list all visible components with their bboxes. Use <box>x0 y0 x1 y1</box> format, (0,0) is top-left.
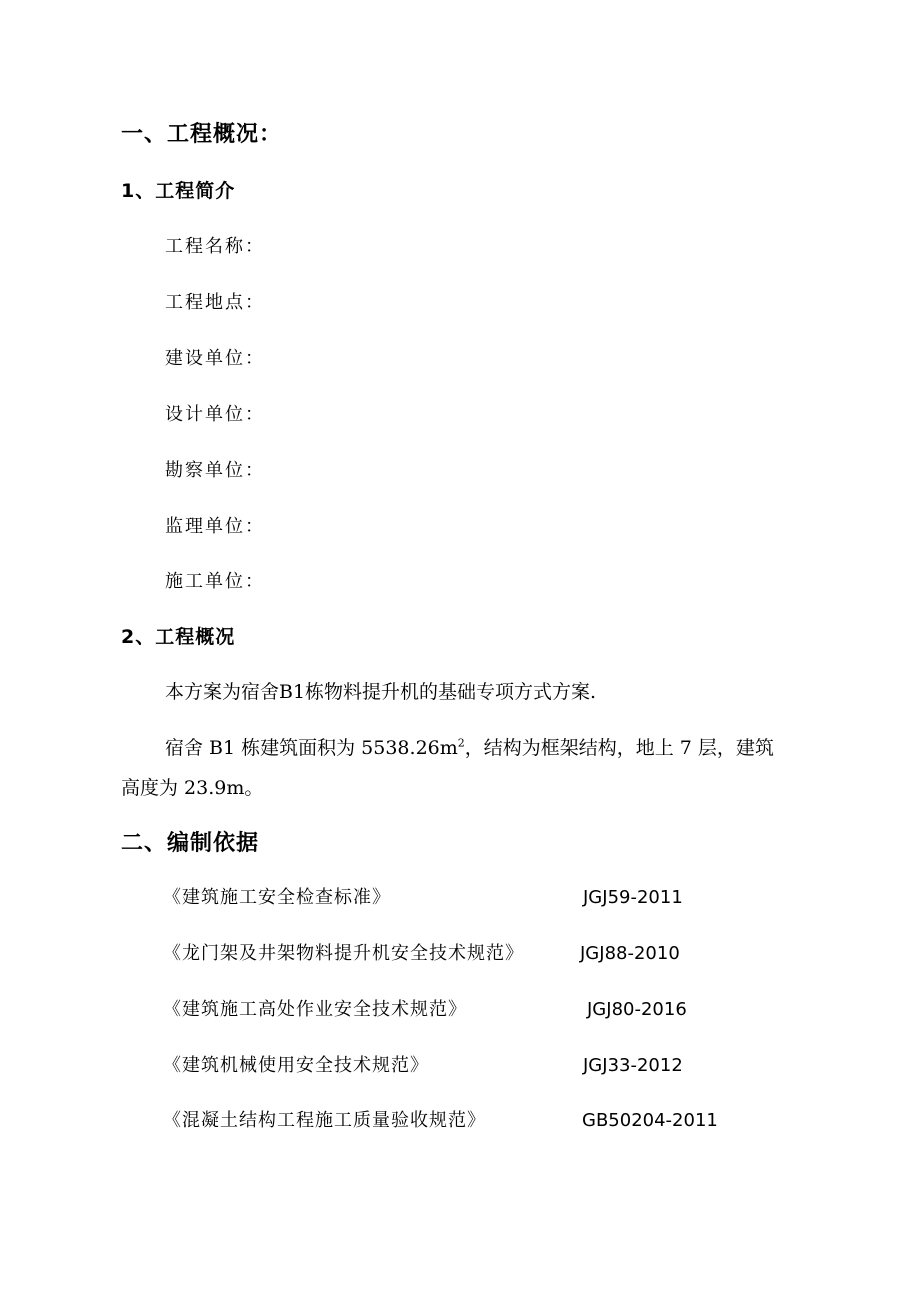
subheading-project-overview: 2、工程概况 <box>121 626 236 648</box>
field-supervision-unit: 监理单位： <box>165 516 265 537</box>
field-contractor-unit: 施工单位： <box>165 571 265 592</box>
standard-title: 《龙门架及井架物料提升机安全技术规范》 <box>163 943 524 964</box>
standard-title: 《建筑施工高处作业安全技术规范》 <box>163 999 467 1020</box>
standard-code: GB50204-2011 <box>582 1110 718 1131</box>
standard-code: JGJ80-2016 <box>587 999 687 1020</box>
standard-title: 《建筑施工安全检查标准》 <box>163 887 391 908</box>
building-area-text: 宿舍 B1 栋建筑面积为 5538.26m <box>165 737 458 759</box>
standard-code: JGJ88-2010 <box>580 943 680 964</box>
standard-title: 《混凝土结构工程施工质量验收规范》 <box>163 1110 486 1131</box>
paragraph-building-info <box>165 736 774 759</box>
subheading-project-intro: 1、工程简介 <box>121 180 236 202</box>
section-heading-overview: 一、工程概况： <box>121 122 283 147</box>
field-survey-unit: 勘察单位： <box>165 460 265 481</box>
building-structure-text: ，结构为框架结构，地上 7 层，建筑 <box>464 737 774 759</box>
field-project-location: 工程地点： <box>165 292 265 313</box>
paragraph-building-height: 高度为 23.9m。 <box>121 777 264 799</box>
field-construction-unit: 建设单位： <box>165 348 265 369</box>
area-unit-superscript: 2 <box>457 736 465 750</box>
field-design-unit: 设计单位： <box>165 404 265 425</box>
standard-code: JGJ59-2011 <box>583 887 683 908</box>
standard-title: 《建筑机械使用安全技术规范》 <box>163 1055 429 1076</box>
paragraph-scheme-description: 本方案为宿舍B1栋物料提升机的基础专项方式方案. <box>165 681 597 703</box>
standard-code: JGJ33-2012 <box>583 1055 683 1076</box>
field-project-name: 工程名称： <box>165 236 265 257</box>
section-heading-basis: 二、编制依据 <box>121 831 260 856</box>
